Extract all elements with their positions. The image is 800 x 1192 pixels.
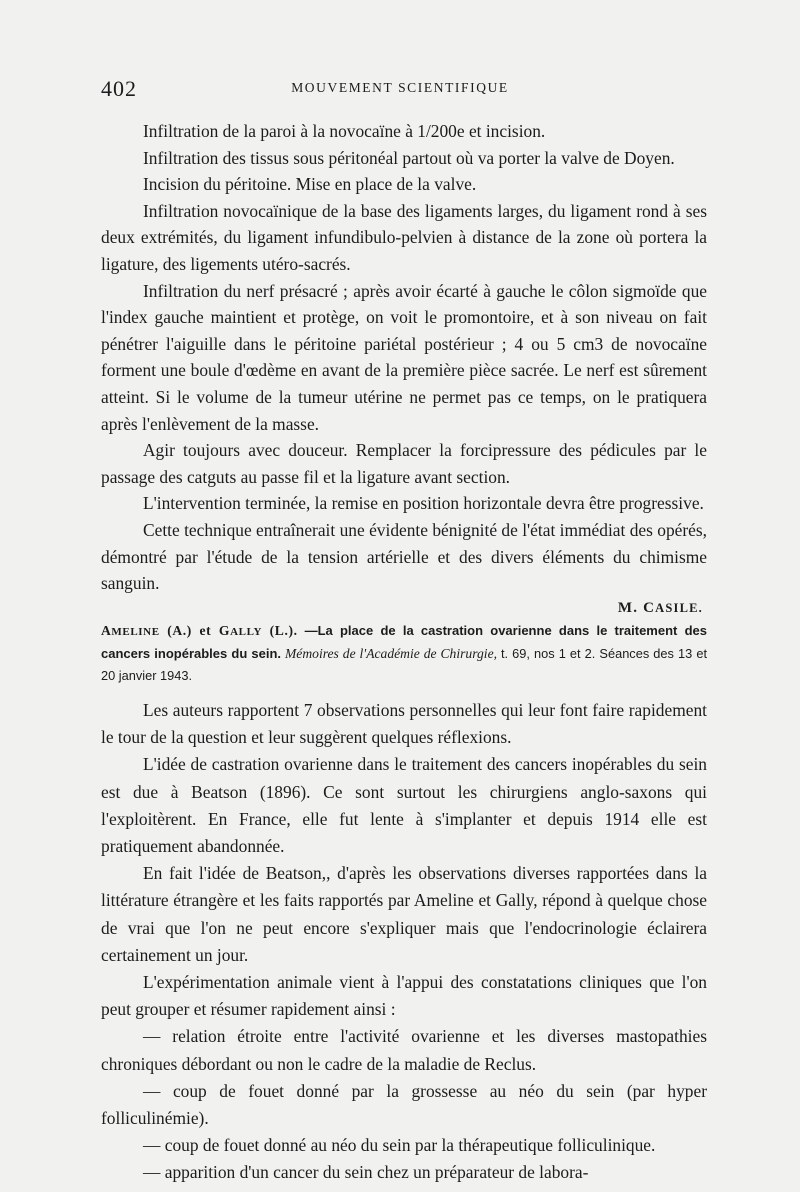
list-item: — relation étroite entre l'activité ovarienne et les diverses mastopathies chroniques débordant ou non le cadre de la maladie de Reclus. xyxy=(101,1026,707,1074)
author-2-surname: ALLY xyxy=(230,626,263,638)
reference-details: t. 69, nos 1 et 2. Séances des 13 et 20 janvier 1943. xyxy=(101,646,708,683)
list-item: — apparition d'un cancer du sein chez un préparateur de labora- xyxy=(143,1162,589,1183)
section-1 xyxy=(101,118,707,617)
author-2-initial: G xyxy=(218,623,231,638)
paragraph: Agir toujours avec douceur. Remplacer la forcipressure des pédicules par le passage des catguts au passe fil et la ligature avant section. xyxy=(101,440,707,487)
reference-authors xyxy=(101,623,298,638)
list-item: — coup de fouet donné par la grossesse au néo du sein (par hyper folliculinémie). xyxy=(101,1080,707,1129)
reference-title: —La place de la castration ovarienne dans le traitement des cancers inopérables du sein. xyxy=(101,623,707,661)
author-signature xyxy=(101,600,707,617)
paragraph: Les auteurs rapportent 7 observations personnelles qui leur font faire rapidement le tour de la question et leur suggèrent quelques réflexions. xyxy=(101,700,707,748)
paragraph: Infiltration des tissus sous péritonéal partout où va porter la valve de Doyen. xyxy=(143,147,675,168)
paragraph: Infiltration de la paroi à la novocaïne à 1/200e et incision. xyxy=(143,121,546,141)
list-item: — coup de fouet donné au néo du sein par la thérapeutique folliculinique. xyxy=(143,1135,656,1156)
author-2-suffix: (L.). xyxy=(269,623,298,638)
signature-initial: M. C xyxy=(617,599,656,616)
paragraph: L'expérimentation animale vient à l'appui des constatations cliniques que l'on peut grouper et résumer rapidement ainsi : xyxy=(101,972,707,1020)
author-1-initial: A xyxy=(101,623,112,638)
paragraph: Infiltration du nerf présacré ; après avoir écarté à gauche le côlon sigmoïde que l'index gauche maintient et protège, on voit le promontoire, et à son niveau on fait pénétrer l'aiguille dans le péritoine pariétal postérieur ; 4 ou 5 cm3 de novocaïne forment une boule d'œdème en avant de la première pièce sacrée. Le nerf est sûrement atteint. Si le volume de la tumeur utérine ne permet pas ce temps, on le pratiquera après l'enlèvement de la masse. xyxy=(101,280,707,434)
reference-journal: Mémoires de l'Académie de Chirurgie, xyxy=(284,646,497,661)
author-1-suffix: (A.) et xyxy=(167,623,212,638)
page-number: 402 xyxy=(101,76,137,101)
section-2 xyxy=(101,697,707,1187)
signature-rest: ASILE. xyxy=(655,600,703,615)
paragraph: L'intervention terminée, la remise en position horizontale devra être progressive. xyxy=(143,493,704,514)
journal-title: MOUVEMENT SCIENTIFIQUE xyxy=(291,80,509,95)
paragraph: L'idée de castration ovarienne dans le traitement des cancers inopérables du sein est due à Beatson (1896). Ce sont surtout les chirurgiens anglo-saxons qui l'exploitèrent. En France, elle fut lente à s'implanter et depuis 1914 elle est pratiquement abandonnée. xyxy=(101,754,707,857)
bibliographic-reference xyxy=(101,620,707,687)
paragraph: En fait l'idée de Beatson,, d'après les observations diverses rapportées dans la littérature étrangère et les faits rapportés par Ameline et Gally, répond à quelque chose de vrai que l'on ne peut encore s'expliquer mais que l'endocrinologie éclairera certainement un jour. xyxy=(101,863,707,965)
paragraph: Infiltration novocaïnique de la base des ligaments larges, du ligament rond à ses deux extrémités, du ligament infundibulo-pelvien à distance de la zone où portera la ligature, des ligements utéro-sacrés. xyxy=(101,200,707,274)
paragraph: Incision du péritoine. Mise en place de la valve. xyxy=(143,174,477,195)
paragraph: Cette technique entraînerait une évidente bénignité de l'état immédiat des opérés, démontré par l'étude de la tension artérielle et des divers éléments du chimisme sanguin. xyxy=(101,519,707,594)
running-header xyxy=(0,72,800,102)
author-1-surname: MELINE xyxy=(111,626,160,638)
